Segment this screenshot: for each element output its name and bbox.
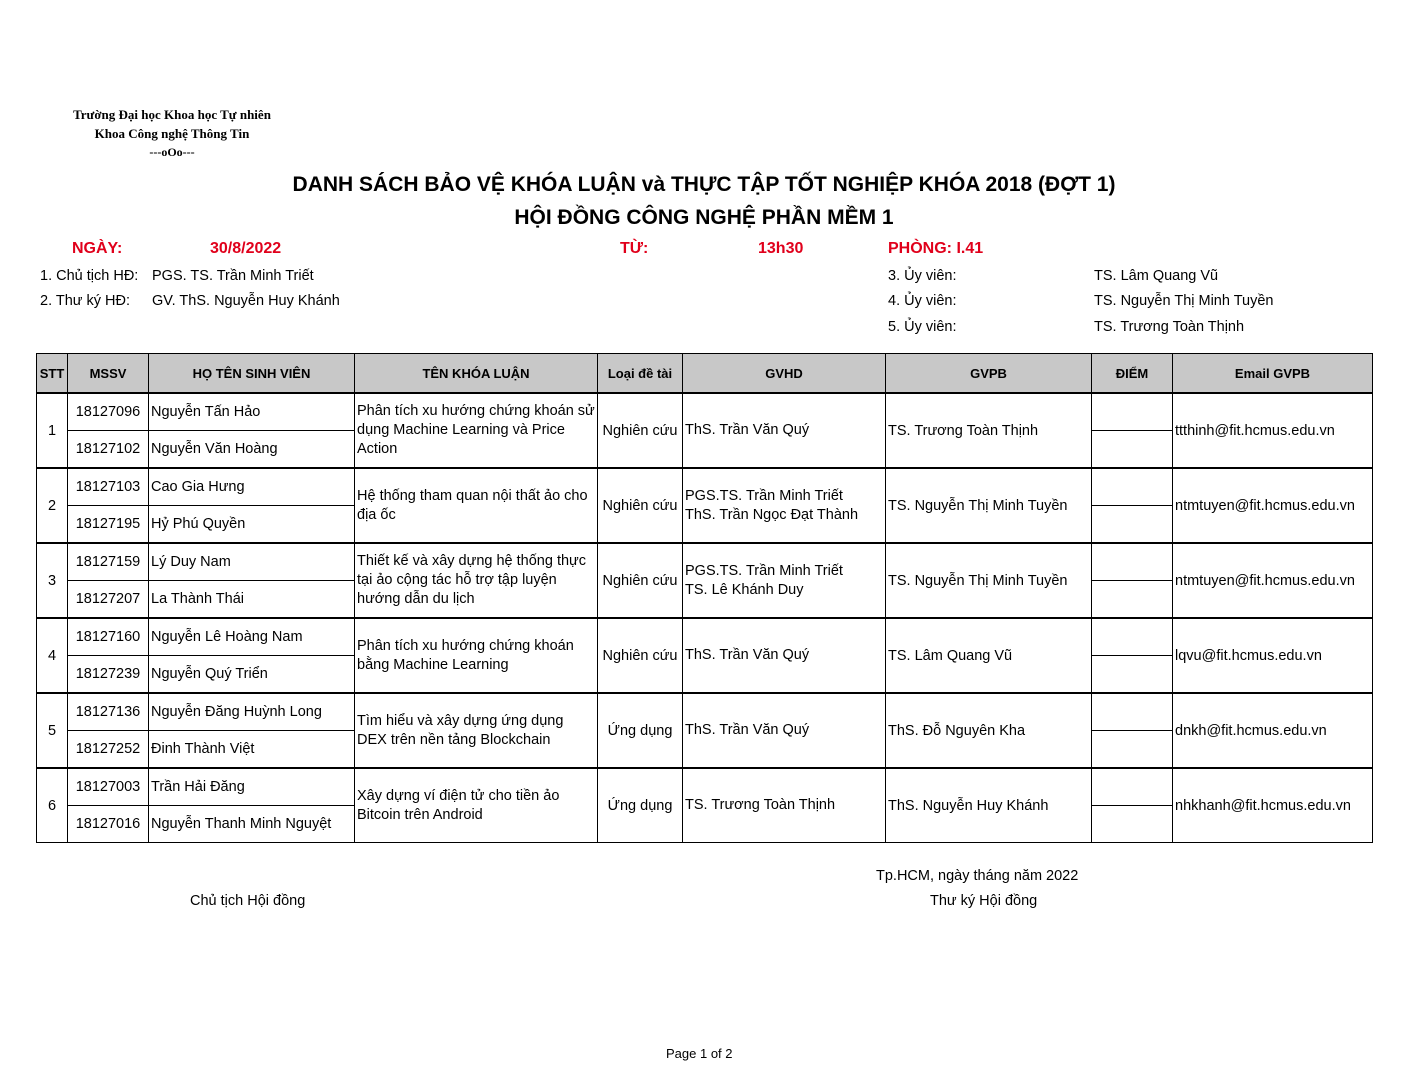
secretary-label: 2. Thư ký HĐ:	[40, 293, 131, 309]
stt-cell: 6	[37, 768, 68, 843]
col-header-thesis-title: TÊN KHÓA LUẬN	[355, 354, 598, 394]
stt-cell: 1	[37, 393, 68, 468]
secretary-signature-label: Thư ký Hội đồng	[930, 893, 1038, 909]
student-name-cell: La Thành Thái	[149, 581, 355, 619]
advisor-cell: ThS. Trần Văn Quý	[683, 618, 886, 693]
col-header-stt: STT	[37, 354, 68, 394]
col-header-reviewer-email: Email GVPB	[1173, 354, 1373, 394]
reviewer-cell: TS. Nguyễn Thị Minh Tuyền	[886, 468, 1092, 543]
score-cell	[1092, 768, 1173, 806]
col-header-student-name: HỌ TÊN SINH VIÊN	[149, 354, 355, 394]
chair-label: 1. Chủ tịch HĐ:	[40, 268, 139, 284]
reviewer-email-cell: lqvu@fit.hcmus.edu.vn	[1173, 618, 1373, 693]
student-name-cell: Cao Gia Hưng	[149, 468, 355, 506]
score-cell	[1092, 543, 1173, 581]
stt-cell: 3	[37, 543, 68, 618]
header-ornament: ---oOo---	[149, 145, 195, 159]
score-cell	[1092, 656, 1173, 694]
mssv-cell: 18127003	[68, 768, 149, 806]
table-row	[37, 618, 1373, 656]
chair-signature-label: Chủ tịch Hội đồng	[190, 893, 306, 909]
date-label: NGÀY:	[72, 240, 123, 257]
time-label: TỪ:	[620, 240, 649, 257]
score-cell	[1092, 618, 1173, 656]
stt-cell: 4	[37, 618, 68, 693]
score-cell	[1092, 693, 1173, 731]
mssv-cell: 18127096	[68, 393, 149, 431]
score-cell	[1092, 581, 1173, 619]
member4-name: TS. Nguyễn Thị Minh Tuyền	[1094, 293, 1274, 309]
thesis-type-cell: Nghiên cứu	[598, 393, 683, 468]
reviewer-email-cell: ttthinh@fit.hcmus.edu.vn	[1173, 393, 1373, 468]
defense-schedule-table	[36, 353, 1373, 843]
thesis-title-cell: Phân tích xu hướng chứng khoán sử dụng Machine Learning và Price Action	[355, 393, 598, 468]
time-value: 13h30	[758, 240, 804, 257]
chair-name: PGS. TS. Trần Minh Triết	[152, 268, 314, 284]
thesis-type-cell: Nghiên cứu	[598, 618, 683, 693]
mssv-cell: 18127207	[68, 581, 149, 619]
mssv-cell: 18127136	[68, 693, 149, 731]
student-name-cell: Nguyễn Quý Triển	[149, 656, 355, 694]
reviewer-cell: TS. Trương Toàn Thịnh	[886, 393, 1092, 468]
student-name-cell: Nguyễn Lê Hoàng Nam	[149, 618, 355, 656]
thesis-type-cell: Nghiên cứu	[598, 543, 683, 618]
score-cell	[1092, 393, 1173, 431]
thesis-type-cell: Ứng dụng	[598, 693, 683, 768]
col-header-reviewer: GVPB	[886, 354, 1092, 394]
advisor-cell: PGS.TS. Trần Minh Triết TS. Lê Khánh Duy	[683, 543, 886, 618]
mssv-cell: 18127159	[68, 543, 149, 581]
institution-name: Trường Đại học Khoa học Tự nhiên	[73, 107, 271, 122]
table-row	[37, 543, 1373, 581]
mssv-cell: 18127160	[68, 618, 149, 656]
score-cell	[1092, 468, 1173, 506]
table-row	[37, 768, 1373, 806]
secretary-name: GV. ThS. Nguyễn Huy Khánh	[152, 293, 340, 309]
student-name-cell: Nguyễn Tấn Hảo	[149, 393, 355, 431]
student-name-cell: Lý Duy Nam	[149, 543, 355, 581]
reviewer-email-cell: nhkhanh@fit.hcmus.edu.vn	[1173, 768, 1373, 843]
table-body	[37, 393, 1373, 843]
reviewer-cell: TS. Lâm Quang Vũ	[886, 618, 1092, 693]
score-cell	[1092, 806, 1173, 843]
member5-name: TS. Trương Toàn Thịnh	[1094, 319, 1245, 335]
student-name-cell: Nguyễn Văn Hoàng	[149, 431, 355, 469]
score-cell	[1092, 506, 1173, 544]
member3-name: TS. Lâm Quang Vũ	[1094, 268, 1219, 284]
col-header-type: Loại đề tài	[598, 354, 683, 394]
thesis-title-cell: Tìm hiểu và xây dựng ứng dụng DEX trên nền tảng Blockchain	[355, 693, 598, 768]
room-label: PHÒNG: I.41	[888, 240, 984, 257]
thesis-title-cell: Hệ thống tham quan nội thất ảo cho địa ốc	[355, 468, 598, 543]
member3-label: 3. Ủy viên:	[888, 268, 957, 284]
student-name-cell: Hỷ Phú Quyền	[149, 506, 355, 544]
thesis-type-cell: Ứng dụng	[598, 768, 683, 843]
mssv-cell: 18127016	[68, 806, 149, 843]
score-cell	[1092, 431, 1173, 469]
faculty-name: Khoa Công nghệ Thông Tin	[94, 126, 250, 141]
reviewer-cell: ThS. Nguyễn Huy Khánh	[886, 768, 1092, 843]
table-row	[37, 693, 1373, 731]
student-name-cell: Trần Hải Đăng	[149, 768, 355, 806]
col-header-advisor: GVHD	[683, 354, 886, 394]
advisor-cell: ThS. Trần Văn Quý	[683, 693, 886, 768]
advisor-cell: PGS.TS. Trần Minh Triết ThS. Trần Ngọc Đạt Thành	[683, 468, 886, 543]
mssv-cell: 18127103	[68, 468, 149, 506]
stt-cell: 5	[37, 693, 68, 768]
student-name-cell: Nguyễn Đăng Huỳnh Long	[149, 693, 355, 731]
member4-label: 4. Ủy viên:	[888, 293, 957, 309]
advisor-cell: ThS. Trần Văn Quý	[683, 393, 886, 468]
col-header-mssv: MSSV	[68, 354, 149, 394]
table-header-row	[37, 354, 1373, 394]
mssv-cell: 18127195	[68, 506, 149, 544]
thesis-title-cell: Thiết kế và xây dựng hệ thống thực tại ảo cộng tác hỗ trợ tập luyện hướng dẫn du lịch	[355, 543, 598, 618]
student-name-cell: Nguyễn Thanh Minh Nguyệt	[149, 806, 355, 843]
council-title: HỘI ĐỒNG CÔNG NGHỆ PHẦN MỀM 1	[514, 206, 894, 229]
mssv-cell: 18127239	[68, 656, 149, 694]
stt-cell: 2	[37, 468, 68, 543]
table-row	[37, 468, 1373, 506]
mssv-cell: 18127102	[68, 431, 149, 469]
thesis-title-cell: Phân tích xu hướng chứng khoán bằng Machine Learning	[355, 618, 598, 693]
table-row	[37, 393, 1373, 431]
thesis-type-cell: Nghiên cứu	[598, 468, 683, 543]
document-title: DANH SÁCH BẢO VỆ KHÓA LUẬN và THỰC TẬP TỐT NGHIỆP KHÓA 2018 (ĐỢT 1)	[292, 173, 1116, 196]
place-date: Tp.HCM, ngày tháng năm 2022	[876, 868, 1079, 884]
col-header-score: ĐIỂM	[1092, 354, 1173, 394]
date-value: 30/8/2022	[210, 240, 282, 257]
reviewer-email-cell: ntmtuyen@fit.hcmus.edu.vn	[1173, 543, 1373, 618]
mssv-cell: 18127252	[68, 731, 149, 769]
member5-label: 5. Ủy viên:	[888, 319, 957, 335]
thesis-title-cell: Xây dựng ví điện tử cho tiền ảo Bitcoin trên Android	[355, 768, 598, 843]
score-cell	[1092, 731, 1173, 769]
reviewer-cell: ThS. Đỗ Nguyên Kha	[886, 693, 1092, 768]
reviewer-cell: TS. Nguyễn Thị Minh Tuyền	[886, 543, 1092, 618]
reviewer-email-cell: ntmtuyen@fit.hcmus.edu.vn	[1173, 468, 1373, 543]
reviewer-email-cell: dnkh@fit.hcmus.edu.vn	[1173, 693, 1373, 768]
advisor-cell: TS. Trương Toàn Thịnh	[683, 768, 886, 843]
page-number: Page 1 of 2	[666, 1046, 733, 1061]
student-name-cell: Đinh Thành Việt	[149, 731, 355, 769]
